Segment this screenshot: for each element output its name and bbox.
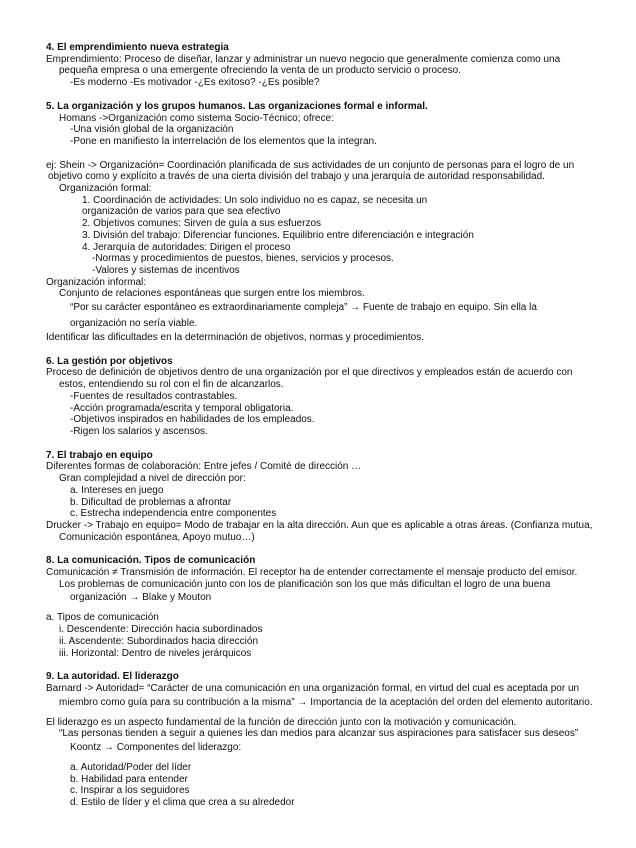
section-heading: 9. La autoridad. El liderazgo [46, 671, 179, 683]
text-line: miembro como guía para su contribución a la misma” → Importancia de la aceptación del orden del elemento autoritario. [59, 696, 593, 708]
text-line: Organización formal: [59, 183, 152, 195]
section-heading: 5. La organización y los grupos humanos. Las organizaciones formal e informal. [46, 100, 428, 112]
section-heading: 4. El emprendimiento nueva estrategia [46, 42, 229, 53]
text-line: -Pone en manifiesto la interrelación de los elementos que la integran. [70, 135, 377, 147]
section-heading: 7. El trabajo en equipo [46, 449, 153, 461]
list-item: a. Autoridad/Poder del líder [70, 762, 192, 774]
section-heading: 6. La gestión por objetivos [46, 355, 173, 367]
document-page [46, 42, 606, 809]
list-item: d. Estilo de líder y el clima que crea a su alrededor [70, 797, 295, 809]
text-line: Comunicación ≠ Transmisión de información. El receptor ha de entender correctamente el mensaje producto del emisor. [46, 567, 578, 579]
list-item: -Fuentes de resultados contrastables. [70, 390, 238, 402]
text-line: El liderazgo es un aspecto fundamental de la función de dirección junto con la motivación y comunicación. [46, 716, 517, 728]
text-line: “Las personas tienden a seguir a quienes les dan medios para alcanzar sus aspiraciones para satisfacer sus deseos” [59, 728, 579, 740]
text-line: Conjunto de relaciones espontáneas que surgen entre los miembros. [59, 288, 365, 300]
list-item: i. Descendente: Dirección hacia subordinados [59, 624, 263, 636]
text-line: Homans ->Organización como sistema Socio-Técnico; ofrece: [59, 112, 334, 124]
text-line: organización de varios para que sea efectivo [82, 206, 281, 218]
text-line: Barnard -> Autoridad= “Carácter de una comunicación en una organización formal, en virtud del cual es aceptada por un [46, 682, 580, 694]
text-line: pequeña empresa o una emergente ofreciendo la venta de un producto servicio o proceso. [59, 65, 461, 77]
text-line: -Normas y procedimientos de puestos, bienes, servicios y procesos. [92, 253, 394, 265]
section-heading: 8. La comunicación. Tipos de comunicación [46, 555, 256, 567]
text-line: -Una visión global de la organización [70, 124, 234, 136]
text-line: objetivo como y explícito a través de una cierta división del trabajo y una jerarquía de autoridad responsabilidad. [48, 171, 545, 183]
list-item: b. Habilidad para entender [70, 773, 188, 785]
text-line: Identificar las dificultades en la determinación de objetivos, normas y procedimientos. [46, 332, 424, 344]
list-item: 2. Objetivos comunes: Sirven de guía a sus esfuerzos [82, 218, 322, 230]
list-item: -Objetivos inspirados en habilidades de los empleados. [70, 414, 315, 426]
text-line: Drucker -> Trabajo en equipo= Modo de trabajar en la alta dirección. Aun que es aplicable a otras áreas. (Confianza mutua, [46, 519, 593, 531]
text-line: Gran complejidad a nivel de dirección por: [59, 473, 246, 485]
list-item: -Rigen los salarios y ascensos. [70, 425, 208, 437]
text-line: -Valores y sistemas de incentivos [92, 264, 240, 276]
text-line: Koontz → Componentes del liderazgo: [70, 742, 242, 754]
list-item: 3. División del trabajo: Diferenciar funciones. Equilibrio entre diferenciación e integración [82, 229, 474, 241]
text-line: “Por su carácter espontáneo es extraordinariamente compleja” → Fuente de trabajo en equipo. Sin ella la [70, 302, 537, 314]
text-line: Los problemas de comunicación junto con los de planificación son los que más dificultan el logro de una buena [59, 578, 551, 590]
list-item: b. Dificultad de problemas a afrontar [70, 496, 232, 508]
text-line: organización → Blake y Mouton [70, 592, 212, 604]
text-line: organización no sería viable. [70, 318, 198, 330]
list-item: c. Estrecha independencia entre componentes [70, 508, 277, 520]
list-item: ii. Ascendente: Subordinados hacia dirección [59, 635, 259, 647]
text-line: Emprendimiento: Proceso de diseñar, lanzar y administrar un nuevo negocio que generalmente comienza como una [46, 53, 561, 65]
list-item: c. Inspirar a los seguidores [70, 785, 190, 797]
text-line: -Es moderno -Es motivador -¿Es exitoso? -¿Es posible? [70, 77, 320, 89]
text-line: Comunicación espontánea, Apoyo mutuo…) [59, 531, 255, 543]
text-line: ej: Shein -> Organización= Coordinación planificada de sus actividades de un conjunto de personas para el logro de un [46, 159, 575, 171]
list-item: 1. Coordinación de actividades: Un solo individuo no es capaz, se necesita un [82, 194, 428, 206]
text-line: Organización informal: [46, 276, 147, 288]
text-line: Proceso de definición de objetivos dentro de una organización por el que directivos y empleados están de acuerdo con [46, 367, 573, 379]
list-item: a. Tipos de comunicación [46, 612, 159, 624]
list-item: 4. Jerarquía de autoridades: Dirigen el proceso [82, 241, 291, 253]
list-item: -Acción programada/escrita y temporal obligatoria. [70, 402, 294, 414]
list-item: a. Intereses en juego [70, 484, 164, 496]
list-item: iii. Horizontal: Dentro de niveles jerárquicos [59, 647, 252, 659]
text-line: estos, entendiendo su rol con el fin de alcanzarlos. [59, 379, 284, 391]
text-line: Diferentes formas de colaboración: Entre jefes / Comité de dirección … [46, 461, 362, 473]
